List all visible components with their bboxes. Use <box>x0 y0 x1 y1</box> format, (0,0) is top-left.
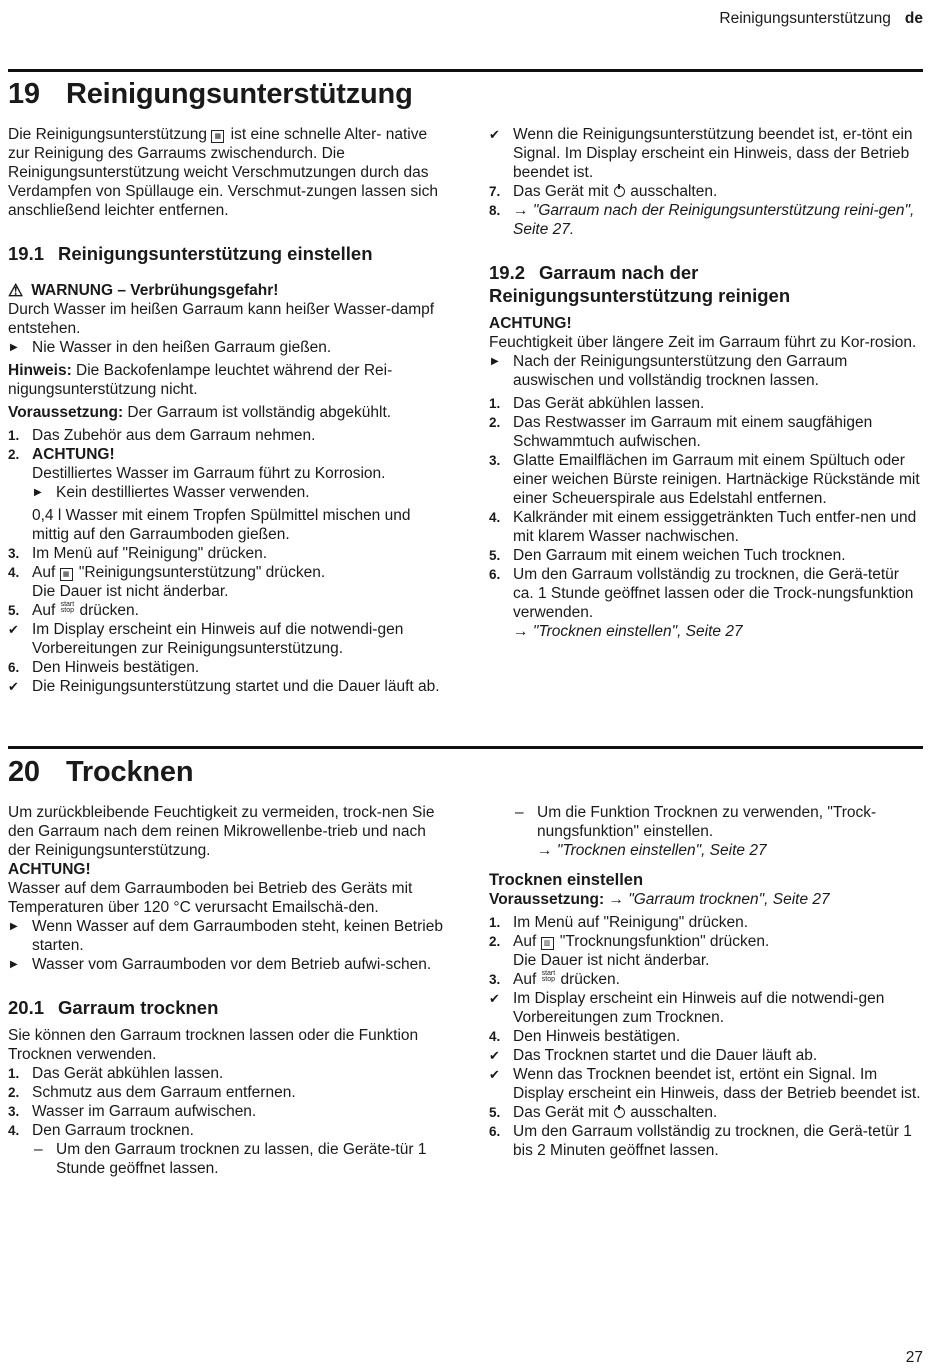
dry-result-3: ✔ Wenn das Trocknen beendet ist, ertönt ein Signal. Im Display erscheint ein Hinweis, dass der Betrieb beendet ist. <box>489 1066 921 1102</box>
cleaning-aid-icon: ▦ <box>60 568 73 581</box>
arrow-icon: ▶ <box>10 342 18 353</box>
chapter-19-heading: 19 Reinigungsunterstützung <box>8 78 413 110</box>
dry-prerequisite: Voraussetzung: → "Garraum trocknen", Seite 27 <box>489 891 830 908</box>
s20-1-step-4: 4. Den Garraum trocknen. <box>8 1122 194 1139</box>
dry-heading: Trocknen einstellen <box>489 871 644 889</box>
chapter-20-heading: 20 Trocknen <box>8 756 194 788</box>
check-icon: ✔ <box>489 127 500 142</box>
power-icon <box>614 1107 625 1118</box>
s20-left-column <box>8 803 443 1178</box>
check-icon: ✔ <box>8 679 19 694</box>
dry-result-1: ✔ Im Display erscheint ein Hinweis auf die notwendi-gen Vorbereitungen zum Trocknen. <box>489 990 885 1026</box>
result-1: ✔ Im Display erscheint ein Hinweis auf die notwendi-gen Vorbereitungen zur Reinigungsunterstützung. <box>8 621 404 657</box>
dry-step-3: 3. Auf start stop drücken. <box>489 970 620 988</box>
header-lang: de <box>904 10 923 27</box>
step-5: 5. Auf start stop drücken. <box>8 601 139 619</box>
s19-2-step-6: 6. Um den Garraum vollständig zu trocknen, die Gerä-tetür ca. 1 Stunde geöffnet lassen oder die Trock-nungsfunktion verwenden. → "Trocknen einstellen", Seite 27 <box>489 566 914 640</box>
s20-1-option-1: – Um den Garraum trocknen zu lassen, die Geräte-tür 1 Stunde geöffnet lassen. <box>34 1141 427 1177</box>
arrow-icon: ▶ <box>34 487 42 498</box>
cross-reference-link[interactable]: "Garraum trocknen", Seite 27 <box>628 891 830 908</box>
header-section: Reinigungsunterstützung <box>719 10 891 27</box>
s20-1-step-3: 3. Wasser im Garraum aufwischen. <box>8 1103 257 1120</box>
s20-1-step-1: 1. Das Gerät abkühlen lassen. <box>8 1065 224 1082</box>
check-icon: ✔ <box>8 622 19 637</box>
arrow-icon: ▶ <box>10 921 18 932</box>
caution-text: Wasser auf dem Garraumboden bei Betrieb des Geräts mit Temperaturen über 120 °C verursacht Emailschä-den. <box>8 880 413 916</box>
page-number: 27 <box>905 1349 923 1366</box>
running-header <box>719 10 923 28</box>
s19-left-column <box>8 125 443 696</box>
s19-2-heading: 19.2 Garraum nach der Reinigungsunterstützung reinigen <box>489 262 791 306</box>
dry-step-6: 6. Um den Garraum vollständig zu trocknen, die Gerä-tetür 1 bis 2 Minuten geöffnet lassen. <box>489 1123 912 1159</box>
dry-step-2: 2. Auf ▥ "Trocknungsfunktion" drücken. Die Dauer ist nicht änderbar. <box>489 933 770 969</box>
s19-2-step-1: 1. Das Gerät abkühlen lassen. <box>489 395 705 412</box>
result-3: ✔ Wenn die Reinigungsunterstützung beendet ist, er-tönt ein Signal. Im Display erscheint ein Hinweis, dass der Betrieb beendet ist. <box>489 126 913 181</box>
start-stop-icon: start stop <box>541 970 556 983</box>
hint: Hinweis: Die Backofenlampe leuchtet während der Rei-nigungsunterstützung nicht. <box>8 362 393 398</box>
s20-1-option-2: – Um die Funktion Trocknen zu verwenden, "Trock-nungsfunktion" einstellen. → "Trocknen einstellen", Seite 27 <box>515 804 877 859</box>
caution-title: ACHTUNG! <box>8 861 91 878</box>
warning-icon: ⚠ <box>8 281 24 300</box>
dry-result-2: ✔ Das Trocknen startet und die Dauer läuft ab. <box>489 1047 818 1064</box>
check-icon: ✔ <box>489 1048 500 1063</box>
dry-step-1: 1. Im Menü auf "Reinigung" drücken. <box>489 914 749 931</box>
cross-reference-link[interactable]: "Trocknen einstellen", Seite 27 <box>532 623 743 640</box>
s20-intro: Um zurückbleibende Feuchtigkeit zu vermeiden, trock-nen Sie den Garraum nach dem reinen Mikrowellenbe-trieb und nach der Reinigungsunterstützung. <box>8 804 435 859</box>
check-icon: ✔ <box>489 1067 500 1082</box>
section-rule <box>8 69 923 72</box>
prerequisite: Voraussetzung: Der Garraum ist vollständig abgekühlt. <box>8 404 392 421</box>
step-2-continuation: 0,4 l Wasser mit einem Tropfen Spülmittel mischen und mittig auf den Garraumboden gießen. <box>32 507 411 543</box>
power-icon <box>614 186 625 197</box>
step-3: 3. Im Menü auf "Reinigung" drücken. <box>8 545 268 562</box>
step-1: 1. Das Zubehör aus dem Garraum nehmen. <box>8 427 316 444</box>
s19-2-step-5: 5. Den Garraum mit einem weichen Tuch trocknen. <box>489 547 846 564</box>
drying-function-icon: ▥ <box>541 937 554 950</box>
start-stop-icon: start stop <box>60 601 75 614</box>
step-2-action: ▶ Kein destilliertes Wasser verwenden. <box>34 484 310 501</box>
dry-step-4: 4. Den Hinweis bestätigen. <box>489 1028 681 1045</box>
s20-right-column <box>489 803 923 1160</box>
caution-action-2: ▶ Wasser vom Garraumboden vor dem Betrieb aufwi-schen. <box>10 956 432 973</box>
s19-right-column <box>489 125 923 641</box>
step-2-text: Destilliertes Wasser im Garraum führt zu Korrosion. <box>32 465 386 482</box>
step-8: 8. → "Garraum nach der Reinigungsunterstützung reini-gen", Seite 27. <box>489 202 915 238</box>
s19-1-heading: 19.1 Reinigungsunterstützung einstellen <box>8 243 373 264</box>
s20-1-intro: Sie können den Garraum trocknen lassen oder die Funktion Trocknen verwenden. <box>8 1027 419 1063</box>
cross-reference-link[interactable]: "Garraum nach der Reinigungsunterstützung reini-gen", Seite 27. <box>513 202 915 238</box>
result-2: ✔ Die Reinigungsunterstützung startet und die Dauer läuft ab. <box>8 678 440 695</box>
cross-reference-link[interactable]: "Trocknen einstellen", Seite 27 <box>556 842 767 859</box>
warning-title: ⚠ WARNUNG – Verbrühungsgefahr! <box>8 281 279 300</box>
caution-action-1: ▶ Wenn Wasser auf dem Garraumboden steht, keinen Betrieb starten. <box>10 918 443 954</box>
caution-title: ACHTUNG! <box>489 315 572 332</box>
s20-1-heading: 20.1 Garraum trocknen <box>8 997 219 1018</box>
arrow-icon: ▶ <box>491 356 499 367</box>
s19-2-step-2: 2. Das Restwasser im Garraum mit einem saugfähigen Schwammtuch aufwischen. <box>489 414 873 450</box>
check-icon: ✔ <box>489 991 500 1006</box>
s19-2-step-4: 4. Kalkränder mit einem essiggetränkten Tuch entfer-nen und mit klarem Wasser nachwischen. <box>489 509 917 545</box>
section-rule <box>8 746 923 749</box>
step-2: 2. ACHTUNG! <box>8 446 115 463</box>
dry-step-5: 5. Das Gerät mit ausschalten. <box>489 1104 718 1121</box>
step-4: 4. Auf ▦ "Reinigungsunterstützung" drücken. Die Dauer ist nicht änderbar. <box>8 564 326 600</box>
step-7: 7. Das Gerät mit ausschalten. <box>489 183 718 200</box>
warning-text: Durch Wasser im heißen Garraum kann heißer Wasser-dampf entstehen. <box>8 301 435 337</box>
caution-text: Feuchtigkeit über längere Zeit im Garraum führt zu Kor-rosion. <box>489 334 917 351</box>
warning-action: ▶ Nie Wasser in den heißen Garraum gießen. <box>10 339 332 356</box>
s19-intro: Die Reinigungsunterstützung ▦ ist eine schnelle Alter- native zur Reinigung des Garraums zwischendurch. Die Reinigungsunterstützung weicht Verschmutzungen durch das Verdampfen von Spüllauge ein. Verschmut-zungen lassen sich anschließend leichter entfernen. <box>8 126 438 219</box>
s20-1-step-2: 2. Schmutz aus dem Garraum entfernen. <box>8 1084 296 1101</box>
s19-2-step-3: 3. Glatte Emailflächen im Garraum mit einem Spültuch oder einer weichen Bürste reinigen. Hartnäckige Rückstände mit einer Scheuerspirale aus Edelstahl entfernen. <box>489 452 920 507</box>
caution-action: ▶ Nach der Reinigungsunterstützung den Garraum auswischen und vollständig trocknen lassen. <box>491 353 848 389</box>
arrow-icon: ▶ <box>10 959 18 970</box>
cleaning-aid-icon: ▦ <box>211 130 224 143</box>
step-6: 6. Den Hinweis bestätigen. <box>8 659 200 676</box>
